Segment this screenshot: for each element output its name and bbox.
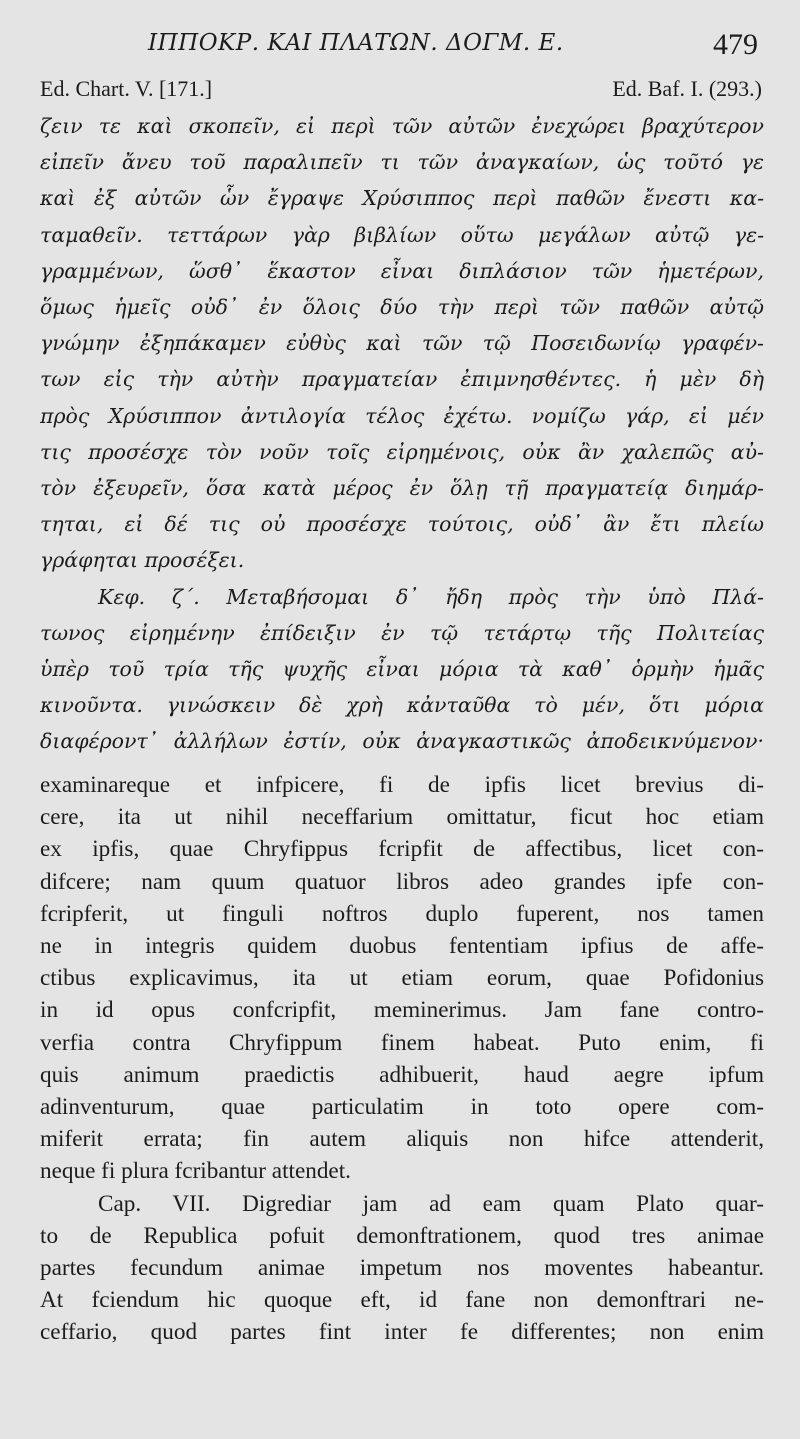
- latin-line: cere, ita ut nihil neceffarium omittatur, ficut hoc etiam: [40, 804, 764, 831]
- greek-line: των εἰς τὴν αὐτὴν πραγματείαν ἐπιμνησθέντες. ἡ μὲν δὴ: [40, 367, 764, 392]
- greek-line: τηται, εἰ δέ τις οὐ προσέσχε τούτοις, οὐδ᾽ ἂν ἔτι πλείω: [40, 512, 764, 537]
- edition-reference-line: [40, 76, 762, 106]
- latin-line: to de Republica pofuit demonftrationem, quod tres animae: [40, 1222, 764, 1249]
- greek-chapter-heading-line: Κεφ. ζ΄. Μεταβήσομαι δ᾽ ἤδη πρὸς τὴν ὑπὸ Πλά-: [98, 584, 764, 609]
- latin-line: in id opus confcripfit, meminerimus. Jam fane contro-: [40, 997, 764, 1024]
- greek-line: πρὸς Χρύσιππον ἀντιλογία τέλος ἐχέτω. νομίζω γάρ, εἰ μέν: [40, 403, 764, 428]
- latin-line: miferit errata; fin autem aliquis non hifce attenderit,: [40, 1126, 764, 1153]
- greek-line: καὶ ἐξ αὐτῶν ὧν ἔγραψε Χρύσιππος περὶ παθῶν ἔνεστι κα-: [40, 186, 764, 211]
- page-number: 479: [713, 28, 758, 61]
- page-header: [0, 28, 800, 68]
- greek-line: γνώμην ἐξηπάκαμεν εὐθὺς καὶ τῶν τῷ Ποσειδωνίῳ γραφέν-: [40, 331, 764, 356]
- latin-line: ctibus explicavimus, ita ut etiam eorum, quae Pofidonius: [40, 965, 764, 992]
- latin-line: At fciendum hic quoque eft, id fane non demonftrari ne-: [40, 1287, 764, 1314]
- latin-line: quis animum praedictis adhibuerit, haud aegre ipfum: [40, 1061, 764, 1088]
- greek-line: κινοῦντα. γινώσκειν δὲ χρὴ κἀνταῦθα τὸ μέν, ὅτι μόρια: [40, 693, 764, 718]
- greek-line: ὅμως ἡμεῖς οὐδ᾽ ἐν ὅλοις δύο τὴν περὶ τῶν παθῶν αὐτῷ: [40, 295, 764, 320]
- latin-chapter-heading-line: Cap. VII. Digrediar jam ad eam quam Plato quar-: [98, 1190, 764, 1217]
- greek-line: τὸν ἐξευρεῖν, ὅσα κατὰ μέρος ἐν ὅλῃ τῇ πραγματείᾳ διημάρ-: [40, 476, 764, 501]
- running-title: ΙΠΠΟΚΡ. ΚΑΙ ΠΛΑΤΩΝ. ΔΟΓΜ. Ε.: [148, 30, 564, 56]
- latin-line: adinventurum, quae particulatim in toto opere com-: [40, 1094, 764, 1121]
- greek-line: διαφέροντ᾽ ἀλλήλων ἐστίν, οὐκ ἀναγκαστικῶς ἀποδεικνύμενον·: [40, 729, 764, 754]
- latin-line: verfia contra Chryfippum finem habeat. Puto enim, fi: [40, 1029, 764, 1056]
- latin-line: ceffario, quod partes fint inter fe differentes; non enim: [40, 1319, 764, 1346]
- edition-basel-reference: Ed. Baf. I. (293.): [612, 76, 762, 101]
- greek-line: ταμαθεῖν. τεττάρων γὰρ βιβλίων οὕτω μεγάλων αὐτῷ γε-: [40, 222, 764, 247]
- greek-line: τωνος εἰρημένην ἐπίδειξιν ἐν τῷ τετάρτῳ τῆς Πολιτείας: [40, 620, 764, 645]
- latin-text-block: [40, 769, 764, 1349]
- latin-line: neque fi plura fcribantur attendet.: [40, 1158, 351, 1185]
- greek-line: εἰπεῖν ἄνευ τοῦ παραλιπεῖν τι τῶν ἀναγκαίων, ὡς τοῦτό γε: [40, 150, 764, 175]
- greek-line: γραμμένων, ὥσθ᾽ ἕκαστον εἶναι διπλάσιον τῶν ἡμετέρων,: [40, 258, 764, 283]
- edition-chartier-reference: Ed. Chart. V. [171.]: [40, 76, 213, 101]
- greek-line: ὑπὲρ τοῦ τρία τῆς ψυχῆς εἶναι μόρια τὰ καθ᾽ ὁρμὴν ἡμᾶς: [40, 657, 764, 682]
- latin-line: ne in integris quidem duobus fententiam ipfius de affe-: [40, 933, 764, 960]
- latin-line: partes fecundum animae impetum nos moventes habeantur.: [40, 1255, 764, 1282]
- greek-line: γράφηται προσέξει.: [40, 548, 245, 573]
- greek-text-block: [40, 108, 764, 760]
- latin-line: examinareque et infpicere, fi de ipfis licet brevius di-: [40, 772, 764, 798]
- latin-line: ex ipfis, quae Chryfippus fcripfit de affectibus, licet con-: [40, 836, 764, 863]
- latin-line: difcere; nam quum quatuor libros adeo grandes ipfe con-: [40, 868, 764, 895]
- greek-line: τις προσέσχε τὸν νοῦν τοῖς εἰρημένοις, οὐκ ἂν χαλεπῶς αὐ-: [40, 439, 764, 464]
- greek-line: ζειν τε καὶ σκοπεῖν, εἰ περὶ τῶν αὐτῶν ἐνεχώρει βραχύτερον: [40, 114, 764, 138]
- latin-line: fcripferit, ut finguli noftros duplo fuperent, nos tamen: [40, 900, 764, 927]
